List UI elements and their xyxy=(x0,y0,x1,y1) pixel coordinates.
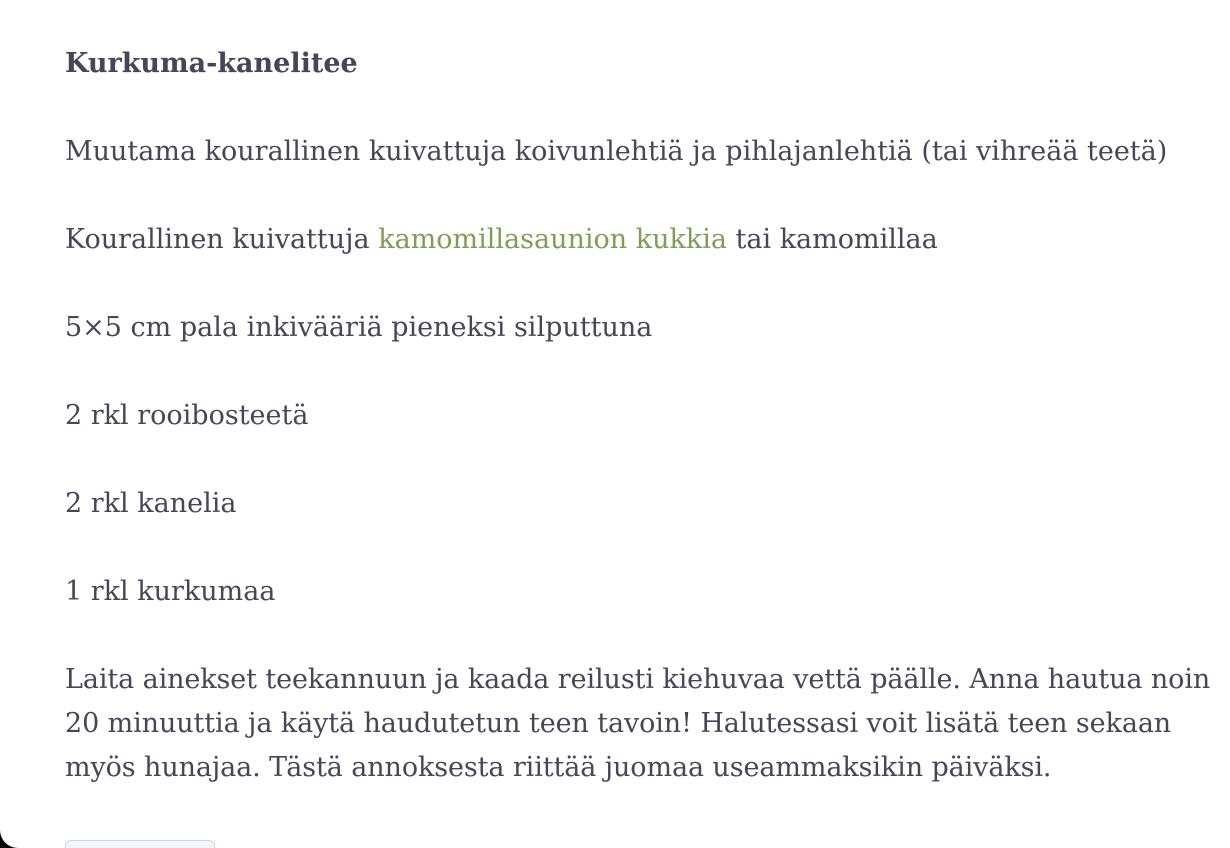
ingredient-birch-rowan-leaves: Muutama kourallinen kuivattuja koivunlehtiä ja pihlajanlehtiä (tai vihreää teetä) xyxy=(65,136,1168,167)
ingredient-chamomile xyxy=(65,218,1215,262)
recipe-title: Kurkuma-kanelitee xyxy=(65,48,358,79)
ingredient-turmeric: 1 rkl kurkumaa xyxy=(65,576,276,607)
ingredient-ginger: 5×5 cm pala inkivääriä pieneksi silputtuna xyxy=(65,312,653,343)
chamomile-flowers-link[interactable]: kamomillasaunion kukkia xyxy=(378,224,727,255)
recipe-content xyxy=(65,42,1215,834)
instructions-paragraph: Laita ainekset teekannuun ja kaada reilusti kiehuvaa vettä päälle. Anna hautua noin 20 minuuttia ja käytä haudutetun teen tavoin! Halutessasi voit lisätä teen sekaan myös hunajaa. Tästä annoksesta riittää juomaa useammaksikin päiväksi. xyxy=(65,664,1211,783)
partial-button[interactable] xyxy=(65,840,215,848)
ingredient-chamomile-before: Kourallinen kuivattuja xyxy=(65,224,379,255)
ingredient-chamomile-after: tai kamomillaa xyxy=(726,224,938,255)
ingredient-rooibos: 2 rkl rooibosteetä xyxy=(65,400,309,431)
ingredient-cinnamon: 2 rkl kanelia xyxy=(65,488,237,519)
